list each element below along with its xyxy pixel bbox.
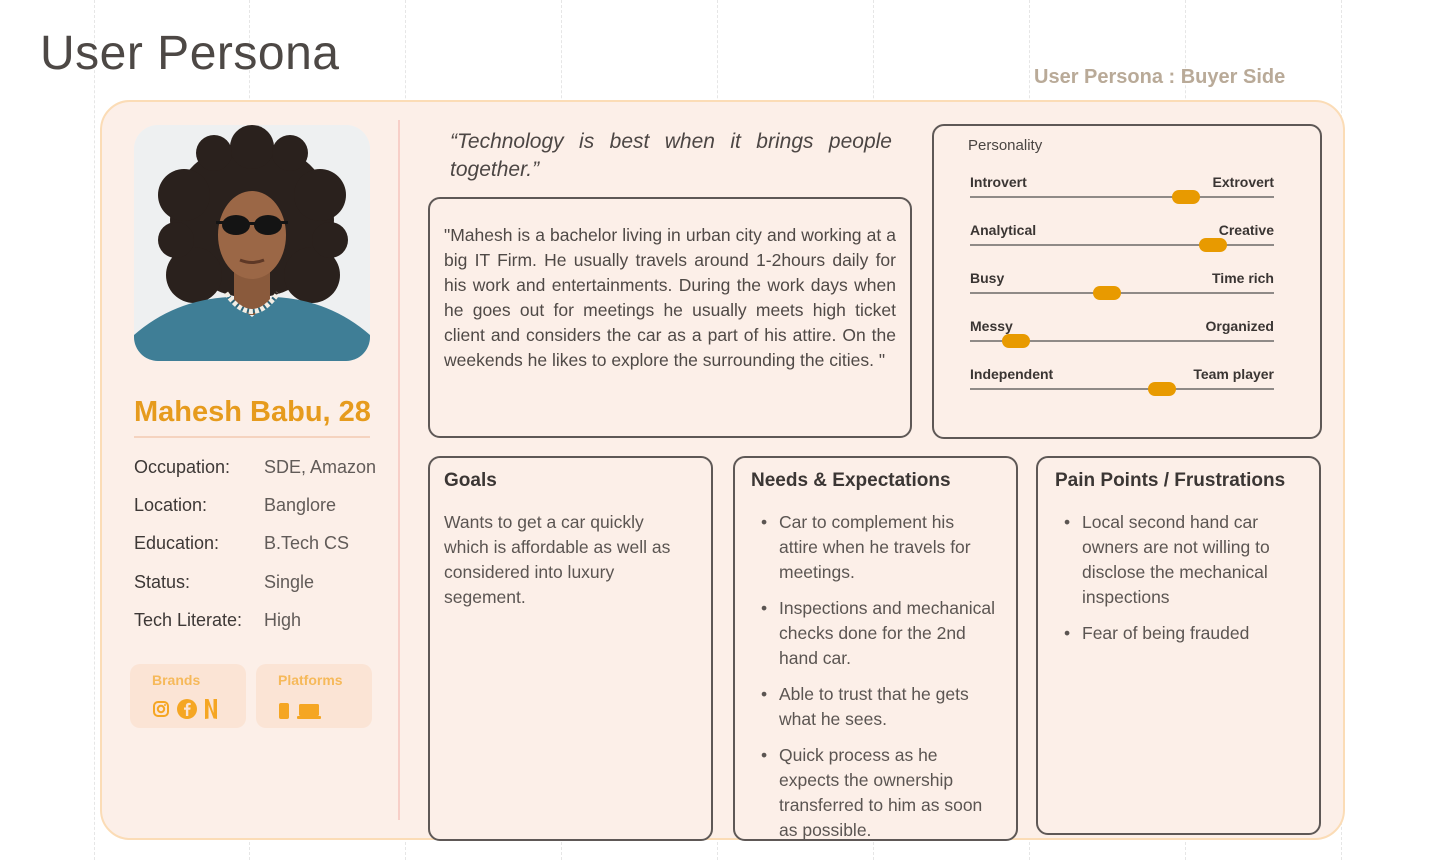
instagram-icon[interactable] bbox=[152, 700, 170, 723]
bio-text: "Mahesh is a bachelor living in urban city and working at a big IT Firm. He usually travels around 1-2hours daily for his work and entertainments. During the work days when he goes out for meetings he usually meets high ticket client and considers the car as a part of his attire. On the weekends he likes to explore the surrounding the cities. " bbox=[444, 225, 896, 370]
list-item: • Able to trust that he gets what he sees. bbox=[749, 682, 996, 732]
persona-subtitle: User Persona : Buyer Side bbox=[1034, 66, 1286, 88]
name-underline bbox=[134, 436, 370, 438]
grid-line bbox=[94, 0, 95, 860]
phone-icon bbox=[278, 702, 290, 725]
info-row-education bbox=[134, 533, 349, 554]
brands-card bbox=[130, 664, 246, 728]
pain-points-title: Pain Points / Frustrations bbox=[1055, 470, 1286, 491]
trait-right-label: Extrovert bbox=[1212, 174, 1274, 190]
platforms-label: Platforms bbox=[278, 672, 343, 688]
trait-left-label: Busy bbox=[970, 270, 1005, 286]
needs-box bbox=[733, 456, 1018, 841]
trait-track bbox=[970, 196, 1274, 198]
platform-icons bbox=[278, 702, 322, 725]
trait-messy-organized bbox=[970, 318, 1274, 348]
list-item: • Fear of being frauded bbox=[1052, 621, 1299, 646]
laptop-icon bbox=[296, 702, 322, 725]
info-label: Location: bbox=[134, 495, 208, 515]
trait-introvert-extrovert bbox=[970, 174, 1274, 204]
avatar bbox=[134, 125, 370, 361]
list-item: • Local second hand car owners are not willing to disclose the mechanical inspections bbox=[1052, 510, 1299, 610]
info-label: Status: bbox=[134, 572, 191, 592]
bio-box bbox=[428, 197, 912, 438]
persona-quote: “Technology is best when it brings people together.” bbox=[450, 130, 892, 181]
brands-label: Brands bbox=[152, 672, 201, 688]
trait-track bbox=[970, 388, 1274, 390]
info-value: SDE, Amazon bbox=[264, 457, 377, 477]
goals-text: Wants to get a car quickly which is affordable as well as considered into luxury segement. bbox=[444, 512, 671, 607]
trait-right-label: Creative bbox=[1218, 222, 1274, 238]
trait-slider-handle[interactable] bbox=[1199, 238, 1227, 252]
trait-left-label: Independent bbox=[970, 366, 1054, 382]
trait-left-label: Introvert bbox=[970, 174, 1027, 190]
info-value: Banglore bbox=[264, 495, 337, 515]
trait-left-label: Messy bbox=[970, 318, 1013, 334]
info-value: High bbox=[264, 610, 302, 630]
pain-points-list bbox=[1052, 510, 1299, 657]
needs-title: Needs & Expectations bbox=[751, 470, 951, 491]
info-value: Single bbox=[264, 572, 315, 592]
trait-left-label: Analytical bbox=[970, 222, 1037, 238]
trait-track bbox=[970, 292, 1274, 294]
trait-slider-handle[interactable] bbox=[1148, 382, 1176, 396]
brand-icons bbox=[152, 698, 218, 725]
info-value: B.Tech CS bbox=[264, 533, 350, 553]
trait-track bbox=[970, 244, 1274, 246]
pain-points-box bbox=[1036, 456, 1321, 835]
goals-box bbox=[428, 456, 713, 841]
info-row-tech-literate bbox=[134, 610, 301, 631]
trait-right-label: Time rich bbox=[1212, 270, 1274, 286]
personality-box bbox=[932, 124, 1322, 439]
info-label: Occupation: bbox=[134, 457, 231, 477]
list-item: • Inspections and mechanical checks done for the 2nd hand car. bbox=[749, 596, 996, 671]
vertical-divider bbox=[398, 120, 400, 820]
goals-title: Goals bbox=[444, 470, 497, 491]
personality-title: Personality bbox=[968, 137, 1043, 154]
trait-independent-teamplayer bbox=[970, 366, 1274, 396]
info-row-occupation bbox=[134, 457, 376, 478]
netflix-icon[interactable] bbox=[204, 698, 218, 725]
trait-slider-handle[interactable] bbox=[1002, 334, 1030, 348]
info-row-status bbox=[134, 572, 314, 593]
info-row-location bbox=[134, 495, 336, 516]
info-label: Tech Literate: bbox=[134, 610, 243, 630]
trait-busy-timerich bbox=[970, 270, 1274, 300]
needs-list bbox=[749, 510, 996, 854]
trait-right-label: Team player bbox=[1193, 366, 1274, 382]
platforms-card bbox=[256, 664, 372, 728]
trait-right-label: Organized bbox=[1205, 318, 1274, 334]
trait-slider-handle[interactable] bbox=[1172, 190, 1200, 204]
trait-slider-handle[interactable] bbox=[1093, 286, 1121, 300]
page-title: User Persona bbox=[40, 27, 340, 80]
list-item: • Quick process as he expects the ownership transferred to him as soon as possible. bbox=[749, 743, 996, 843]
list-item: • Car to complement his attire when he travels for meetings. bbox=[749, 510, 996, 585]
trait-analytical-creative bbox=[970, 222, 1274, 252]
persona-name: Mahesh Babu, 28 bbox=[134, 396, 371, 428]
info-label: Education: bbox=[134, 533, 220, 553]
facebook-icon[interactable] bbox=[176, 698, 198, 725]
